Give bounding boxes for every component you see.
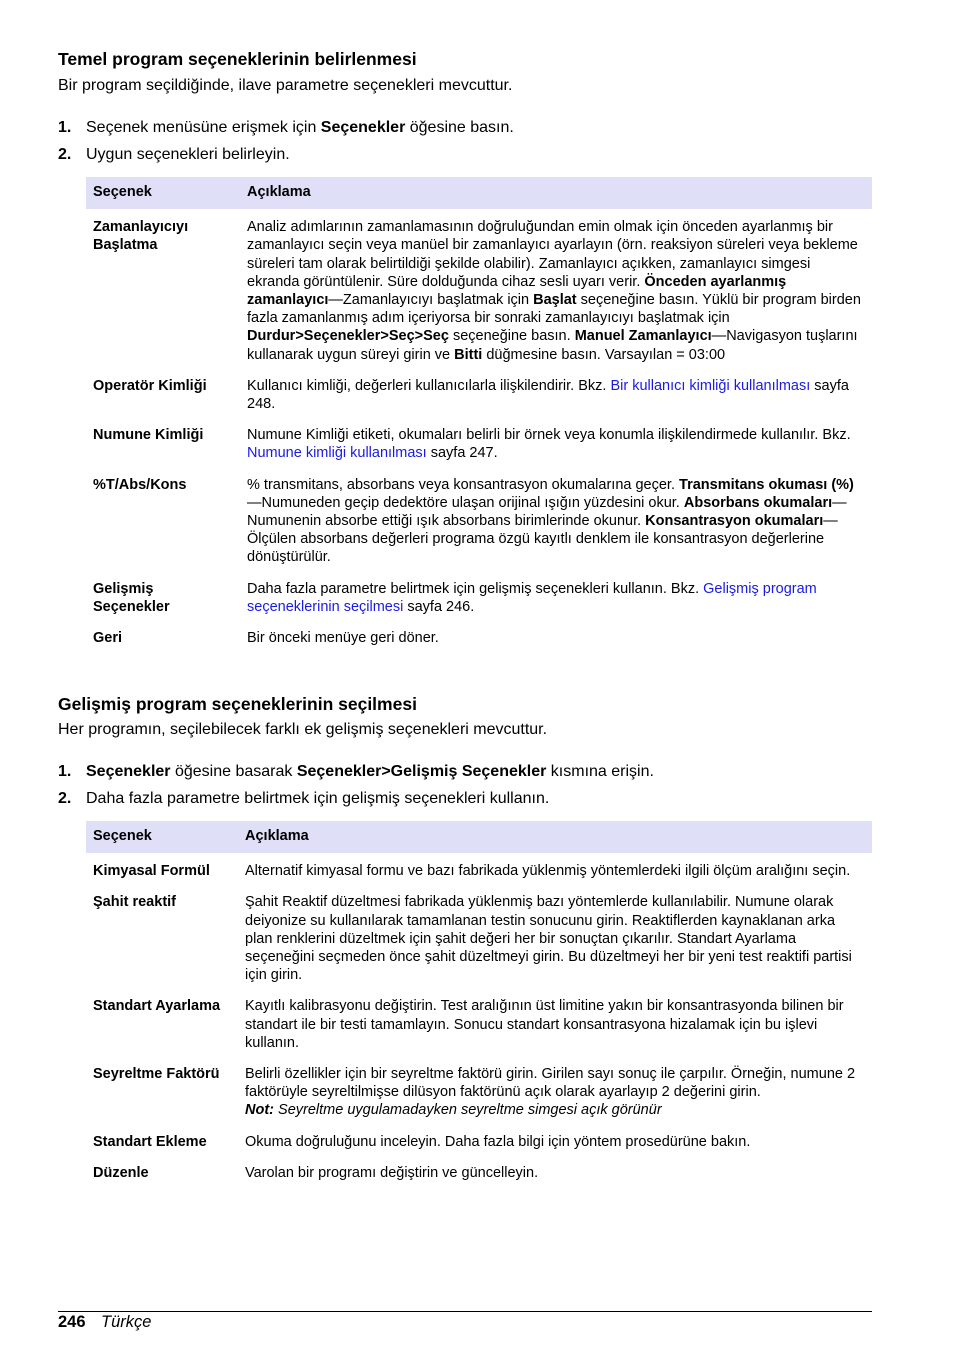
cross-reference-link[interactable]: Bir kullanıcı kimliği kullanılması <box>610 377 811 394</box>
section-intro: Bir program seçildiğinde, ilave parametre seçenekleri mevcuttur. <box>58 77 513 94</box>
section-intro: Her programın, seçilebilecek farklı ek gelişmiş seçenekleri mevcuttur. <box>58 721 548 738</box>
option-description: Şahit Reaktif düzeltmesi fabrikada yüklenmiş bazı yöntemlerde kullanılabilir. Numune olarak deiyonize su kullanılarak tamamlanan testin sonucunu girin. Reaktiflerden kaynaklanan arka plan renklerini düzeltmek için şahit değeri her bir sonuçtan çıkarılır. Standart Ayarlama seçeneğini seçmeden önce şahit düzeltmeyi girin. Bu düzeltmeyi her bir yeni test reaktifi partisi için girin. <box>245 894 852 984</box>
option-description: % transmitans, absorbans veya konsantrasyon okumalarına geçer. Transmitans okuması (%)—Numuneden geçip dedektöre ulaşan orijinal ışığın yüzdesini okur. Absorbans okumaları—Numunenin absorbe ettiği ışık absorbans birimlerinde okunur. Konsantrasyon okumaları—Ölçülen absorbans değerleri programa özgü kayıtlı denklem ile konsantrasyon değerlerine dönüştürülür. <box>247 476 854 566</box>
step-list <box>58 762 878 816</box>
step-item <box>58 118 878 145</box>
step-text: öğesine basarak <box>170 763 297 780</box>
options-table-basic <box>86 177 872 654</box>
step-number: 2. <box>58 146 72 163</box>
step-text: kısmına erişin. <box>546 763 654 780</box>
note-text: Seyreltme uygulamadayken seyreltme simgesi açık görünür <box>274 1102 662 1119</box>
table-row <box>86 420 872 469</box>
option-name: Geri <box>93 630 123 647</box>
option-name: Şahit reaktif <box>93 894 176 911</box>
step-item <box>58 145 878 172</box>
section-title-advanced-options: Gelişmiş program seçeneklerinin seçilmesi <box>58 694 417 714</box>
option-description: Kullanıcı kimliği, değerleri kullanıcılarla ilişkilendirir. Bkz. Bir kullanıcı kimliği kullanılması sayfa 248. <box>247 377 849 413</box>
option-name: Düzenle <box>93 1164 149 1181</box>
option-description: Analiz adımlarının zamanlamasının doğruluğundan emin olmak için önceden ayarlanmış bir zamanlayıcı seçin veya manüel bir zamanlayıcı ayarlayın (örn. reaksiyon süreleri veya bekleme süreleri tam olarak belirtildiği şekilde olabilir). Zamanlayıcı açıkken, zamanlayıcı simgesi ekranda görüntülenir. Süre dolduğunda cihaz sesli uyarı verir. Önceden ayarlanmış zamanlayıcı—Zamanlayıcıyı başlatmak için Başlat seçeneğine basın. Yüklü bir program birden fazla zamanlanmış adım içeriyorsa bir sonraki zamanlayıcıyı başlatmak için Durdur>Seçenekler>Seç>Seç seçeneğine basın. Manuel Zamanlayıcı—Navigasyon tuşlarını kullanarak uygun süreyi girin ve Bitti düğmesine basın. Varsayılan = 03:00 <box>247 219 861 363</box>
option-description: Varolan bir programı değiştirin ve güncelleyin. <box>245 1164 539 1181</box>
step-bold-text: Seçenekler>Gelişmiş Seçenekler <box>296 763 547 780</box>
table-row <box>86 371 872 420</box>
step-bold-text: Seçenekler <box>86 763 171 780</box>
table-row <box>86 887 872 991</box>
step-item <box>58 789 878 816</box>
option-description: Okuma doğruluğunu inceleyin. Daha fazla bilgi için yöntem prosedürüne bakın. <box>245 1133 751 1150</box>
option-description: Bir önceki menüye geri döner. <box>247 630 439 647</box>
option-name: Seyreltme Faktörü <box>93 1066 220 1083</box>
step-item <box>58 762 878 789</box>
step-list <box>58 118 878 172</box>
step-text: Uygun seçenekleri belirleyin. <box>86 146 290 163</box>
option-name: Gelişmiş Seçenekler <box>93 580 170 615</box>
option-name: Numune Kimliği <box>93 427 204 444</box>
option-description: Belirli özellikler için bir seyreltme faktörü girin. Girilen sayı sonuç ile çarpılır. Örneğin, numune 2 faktörüyle seyreltilmişse dilüsyon faktörünü açık olarak ayarlayıp 2 değerini girin. Not: Seyreltme uygulamadayken seyreltme simgesi açık görünür <box>245 1066 856 1119</box>
column-header-description: Açıklama <box>238 821 872 853</box>
page-language: Türkçe <box>101 1313 152 1331</box>
option-name: Standart Ayarlama <box>93 998 221 1015</box>
option-description: Alternatif kimyasal formu ve bazı fabrikada yüklenmiş yöntemlerdeki ilgili ölçüm aralığını seçin. <box>245 863 851 880</box>
table-row <box>86 991 872 1059</box>
option-description: Kayıtlı kalibrasyonu değiştirin. Test aralığının üst limitine yakın bir konsantrasyonda bilinen bir standart ile bir testi tamamlayın. Sonucu standart konsantrasyona hizalamak için bu işlevi kullanın. <box>245 998 844 1051</box>
column-header-option: Seçenek <box>86 177 240 209</box>
step-number: 2. <box>58 790 72 807</box>
column-header-option: Seçenek <box>86 821 238 853</box>
step-bold-text: Seçenekler <box>320 119 406 136</box>
option-name: %T/Abs/Kons <box>93 476 187 493</box>
note-label: Not: <box>245 1102 274 1119</box>
cross-reference-link[interactable]: Numune kimliği kullanılması <box>247 445 427 462</box>
table-row <box>86 574 872 623</box>
column-header-description: Açıklama <box>240 177 872 209</box>
cross-reference-link[interactable]: Gelişmiş program seçeneklerinin seçilmesi <box>247 580 817 615</box>
option-name: Kimyasal Formül <box>93 863 210 880</box>
option-name: Zamanlayıcıyı Başlatma <box>93 219 189 254</box>
table-row <box>86 1127 872 1158</box>
table-row <box>86 1158 872 1189</box>
table-row <box>86 470 872 574</box>
table-header-row <box>86 177 872 209</box>
option-description: Daha fazla parametre belirtmek için gelişmiş seçenekleri kullanın. Bkz. Gelişmiş program seçeneklerinin seçilmesi sayfa 246. <box>247 580 817 615</box>
page-number: 246 <box>58 1313 86 1331</box>
option-name: Standart Ekleme <box>93 1133 207 1150</box>
table-row <box>86 1059 872 1127</box>
footer-divider <box>58 1311 872 1312</box>
step-number: 1. <box>58 763 72 780</box>
table-row <box>86 623 872 654</box>
option-name: Operatör Kimliği <box>93 377 207 394</box>
step-text: Seçenek menüsüne erişmek için <box>86 119 321 136</box>
table-row <box>86 853 872 887</box>
option-description: Numune Kimliği etiketi, okumaları belirli bir örnek veya konumla ilişkilendirmede kullanılır. Bkz. Numune kimliği kullanılması sayfa 247. <box>247 427 851 462</box>
options-table-advanced <box>86 821 872 1189</box>
step-number: 1. <box>58 119 72 136</box>
step-text: Daha fazla parametre belirtmek için gelişmiş seçenekleri kullanın. <box>86 790 550 807</box>
table-row <box>86 209 872 371</box>
step-text: öğesine basın. <box>405 119 514 136</box>
table-header-row <box>86 821 872 853</box>
section-title-basic-options: Temel program seçeneklerinin belirlenmesi <box>58 49 417 69</box>
